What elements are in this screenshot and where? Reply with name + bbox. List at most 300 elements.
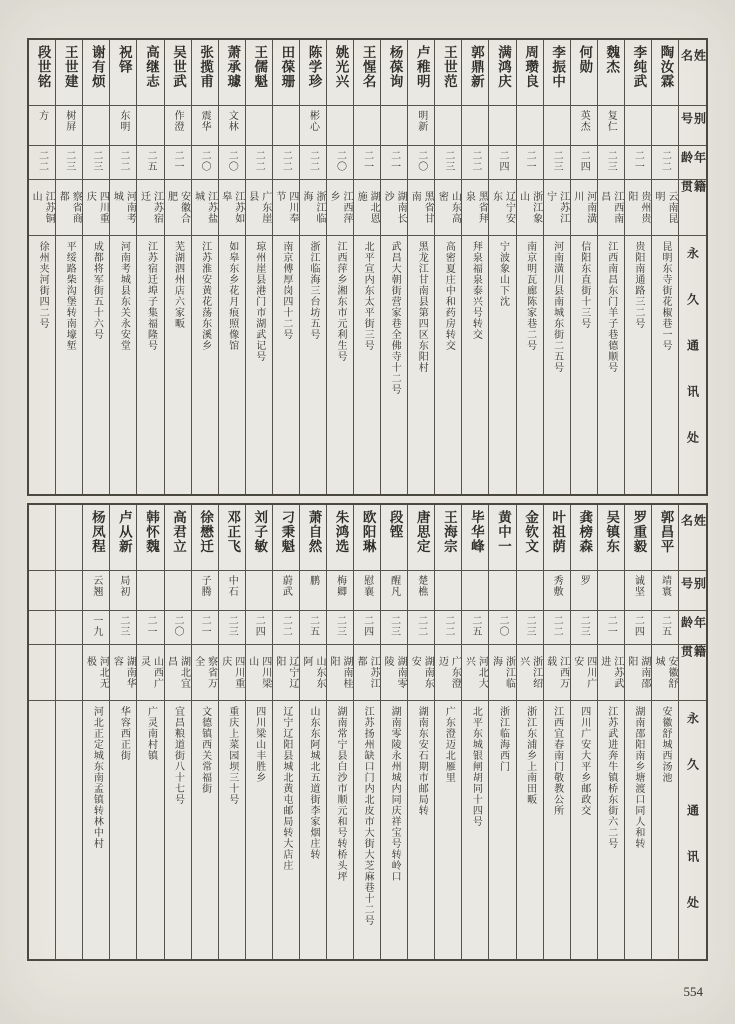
name-cell — [625, 40, 651, 106]
age-cell — [462, 611, 488, 645]
entry-origin: 黑省甘南 — [409, 190, 434, 224]
entry-column — [299, 40, 326, 494]
address-cell — [435, 236, 461, 494]
age-cell — [625, 146, 651, 180]
address-cell — [625, 701, 651, 959]
entry-age: 二五 — [469, 615, 481, 637]
name-cell — [83, 505, 109, 571]
entry-name: 何勋 — [576, 45, 593, 74]
entry-age: 二一 — [632, 150, 644, 172]
entry-column — [29, 505, 55, 959]
alias-cell — [408, 106, 434, 146]
entry-alias: 罗 — [578, 575, 590, 586]
entry-name: 高君立 — [170, 510, 187, 554]
entry-name: 陈学珍 — [305, 45, 322, 89]
alias-cell — [165, 571, 191, 611]
entry-name: 金钦文 — [522, 510, 539, 554]
entry-address: 南京傅厚岗四十二号 — [280, 241, 292, 340]
name-cell — [652, 40, 678, 106]
header-origin-label: 籍贯 — [679, 180, 706, 210]
address-cell — [165, 701, 191, 959]
entry-origin: 湖南邵阳 — [625, 655, 650, 689]
entry-name: 魏杰 — [603, 45, 620, 74]
age-cell — [246, 611, 272, 645]
name-cell — [165, 40, 191, 106]
entry-address: 芜湖泗州店六家畈 — [172, 241, 184, 329]
entry-column — [109, 505, 136, 959]
entry-age: 二〇 — [172, 615, 184, 637]
origin-cell — [327, 180, 353, 236]
age-cell — [354, 611, 380, 645]
entry-alias: 蔚武 — [280, 575, 292, 597]
entry-name: 韩怀魏 — [142, 510, 159, 554]
header-address-cell — [679, 236, 706, 494]
address-cell — [354, 236, 380, 494]
age-cell — [246, 146, 272, 180]
entry-address: 浙江东浦乡上南田畈 — [524, 706, 536, 805]
entry-alias: 东明 — [117, 110, 129, 132]
entry-column — [218, 505, 245, 959]
entry-age: 二〇 — [334, 150, 346, 172]
entry-alias: 醒凡 — [388, 575, 400, 597]
header-origin-label: 籍贯 — [679, 645, 706, 675]
address-cell — [571, 236, 597, 494]
entry-name: 谢有烦 — [88, 45, 105, 89]
name-cell — [571, 40, 597, 106]
origin-cell — [652, 645, 678, 701]
alias-cell — [29, 571, 55, 611]
entry-age: 二一 — [388, 150, 400, 172]
entry-column — [82, 505, 109, 959]
entry-address: 江苏武进奔牛镇桥东街六二号 — [605, 706, 617, 849]
entry-age: 一九 — [90, 615, 102, 637]
age-cell — [29, 611, 55, 645]
alias-cell — [381, 571, 407, 611]
entry-name: 黄中一 — [494, 510, 511, 554]
name-cell — [273, 505, 299, 571]
header-name-label: 姓名 — [679, 49, 706, 83]
address-cell — [354, 701, 380, 959]
origin-cell — [544, 645, 570, 701]
entry-name: 叶祖荫 — [549, 510, 566, 554]
address-cell — [544, 236, 570, 494]
entry-address: 如皋东乡花月痕照像馆 — [226, 241, 238, 351]
name-cell — [652, 505, 678, 571]
entry-age: 二三 — [578, 615, 590, 637]
age-cell — [110, 611, 136, 645]
address-cell — [571, 701, 597, 959]
entry-origin: 察省万全 — [192, 655, 217, 689]
entry-alias: 鹏 — [307, 575, 319, 586]
entry-alias: 中石 — [226, 575, 238, 597]
origin-cell — [137, 180, 163, 236]
entry-address: 湖南零陵永州城内同庆祥宝号转岭口 — [389, 706, 401, 882]
entry-alias: 诚坚 — [632, 575, 644, 597]
entry-address: 湖南常宁县白沙市顺元和号转桥头坪 — [335, 706, 347, 882]
age-cell — [300, 146, 326, 180]
name-cell — [462, 505, 488, 571]
origin-cell — [327, 645, 353, 701]
address-cell — [29, 236, 55, 494]
entry-column — [461, 505, 488, 959]
entry-column — [326, 505, 353, 959]
entry-address: 平绥路柴沟堡转南壕堑 — [64, 241, 76, 351]
age-cell — [408, 611, 434, 645]
entry-column — [488, 505, 515, 959]
entry-address: 徐州夹河街四二号 — [37, 241, 49, 329]
origin-cell — [435, 180, 461, 236]
entry-name: 祝铎 — [115, 45, 132, 74]
origin-cell — [29, 645, 55, 701]
address-cell — [408, 236, 434, 494]
name-cell — [83, 40, 109, 106]
alias-cell — [544, 106, 570, 146]
origin-cell — [598, 645, 624, 701]
entry-age: 二四 — [632, 615, 644, 637]
entry-origin: 贵州贵阳 — [625, 190, 650, 224]
address-cell — [83, 236, 109, 494]
entry-column — [651, 40, 678, 494]
address-cell — [246, 236, 272, 494]
entry-age: 二二 — [307, 150, 319, 172]
entry-address: 武昌大朝街营家巷全佛寺十二号 — [389, 241, 401, 395]
entry-alias: 彬心 — [307, 110, 319, 132]
header-age-cell — [679, 611, 706, 645]
entry-address: 四川梁山丰胜乡 — [253, 706, 265, 783]
alias-cell — [544, 571, 570, 611]
address-cell — [110, 236, 136, 494]
entry-name: 吴镇东 — [603, 510, 620, 554]
origin-cell — [544, 180, 570, 236]
entry-origin: 浙江绍兴 — [517, 655, 542, 689]
origin-cell — [110, 645, 136, 701]
alias-cell — [110, 571, 136, 611]
entry-column — [570, 505, 597, 959]
entry-column — [570, 40, 597, 494]
alias-cell — [300, 571, 326, 611]
entry-name: 王惺名 — [359, 45, 376, 89]
age-cell — [571, 611, 597, 645]
entry-address: 文德镇西关常福街 — [199, 706, 211, 794]
entry-age: 二〇 — [226, 150, 238, 172]
entry-alias: 明新 — [415, 110, 427, 132]
entry-age: 二三 — [117, 615, 129, 637]
alias-cell — [56, 571, 82, 611]
origin-cell — [83, 645, 109, 701]
address-cell — [381, 236, 407, 494]
address-cell — [652, 701, 678, 959]
origin-cell — [219, 645, 245, 701]
entry-name: 刘子敏 — [251, 510, 268, 554]
age-cell — [137, 146, 163, 180]
entry-address: 宁波象山下沈 — [497, 241, 509, 307]
alias-cell — [354, 106, 380, 146]
entry-column — [191, 40, 218, 494]
entry-origin: 山东高密 — [436, 190, 461, 224]
header-age-cell — [679, 146, 706, 180]
entry-origin: 黑省拜泉 — [463, 190, 488, 224]
alias-cell — [56, 106, 82, 146]
alias-cell — [327, 106, 353, 146]
alias-cell — [192, 571, 218, 611]
address-cell — [327, 701, 353, 959]
age-cell — [56, 611, 82, 645]
entry-age: 二〇 — [199, 150, 211, 172]
alias-cell — [192, 106, 218, 146]
address-cell — [598, 236, 624, 494]
age-cell — [517, 146, 543, 180]
header-origin-cell — [679, 645, 706, 701]
alias-cell — [165, 106, 191, 146]
age-cell — [165, 611, 191, 645]
entry-age: 二二 — [117, 150, 129, 172]
entry-column — [434, 40, 461, 494]
name-cell — [598, 505, 624, 571]
entry-column — [651, 505, 678, 959]
entry-address: 贵阳南通路三二号 — [632, 241, 644, 329]
header-alias-cell — [679, 106, 706, 146]
entry-age: 二二 — [551, 615, 563, 637]
entry-origin: 安徽舒城 — [652, 655, 677, 689]
entry-column — [191, 505, 218, 959]
origin-cell — [571, 645, 597, 701]
entry-alias: 子腾 — [199, 575, 211, 597]
name-cell — [354, 505, 380, 571]
name-cell — [462, 40, 488, 106]
origin-cell — [246, 180, 272, 236]
address-cell — [273, 701, 299, 959]
entry-age: 二一 — [172, 150, 184, 172]
header-column — [678, 505, 706, 959]
age-cell — [327, 146, 353, 180]
name-cell — [56, 40, 82, 106]
age-cell — [192, 611, 218, 645]
origin-cell — [381, 180, 407, 236]
entry-origin: 江西南昌 — [598, 190, 623, 224]
entry-origin: 江苏铜山 — [30, 190, 55, 224]
entry-address: 成都将军街五十六号 — [91, 241, 103, 340]
entry-name: 田葆珊 — [278, 45, 295, 89]
entry-origin: 河南潢川 — [571, 190, 596, 224]
age-cell — [544, 611, 570, 645]
name-cell — [408, 40, 434, 106]
alias-cell — [489, 571, 515, 611]
alias-cell — [354, 571, 380, 611]
origin-cell — [517, 645, 543, 701]
entry-column — [82, 40, 109, 494]
entry-age: 二三 — [63, 150, 75, 172]
name-cell — [517, 40, 543, 106]
entry-age: 二〇 — [496, 615, 508, 637]
origin-cell — [300, 180, 326, 236]
entry-name: 邓正飞 — [224, 510, 241, 554]
address-cell — [192, 701, 218, 959]
entry-column — [245, 505, 272, 959]
entry-name: 罗重毅 — [630, 510, 647, 554]
entry-address: 宜昌粮道街八十七号 — [172, 706, 184, 805]
header-name-cell — [679, 40, 706, 106]
entry-column — [272, 505, 299, 959]
name-cell — [354, 40, 380, 106]
entry-name: 刁秉魁 — [278, 510, 295, 554]
entry-age: 二三 — [524, 615, 536, 637]
name-cell — [137, 505, 163, 571]
name-cell — [137, 40, 163, 106]
origin-cell — [489, 645, 515, 701]
entry-column — [29, 40, 55, 494]
entry-address: 四川广安大平乡邮政交 — [578, 706, 590, 816]
entry-address: 广东澄迈北雁里 — [443, 706, 455, 783]
entry-origin: 四川梁山 — [246, 655, 271, 689]
address-cell — [137, 236, 163, 494]
age-cell — [489, 611, 515, 645]
entry-column — [380, 505, 407, 959]
entry-name: 徐懋迁 — [197, 510, 214, 554]
age-cell — [652, 611, 678, 645]
entry-address: 江西南昌东门羊子巷德顺号 — [605, 241, 617, 373]
entry-name: 李纯武 — [630, 45, 647, 89]
entry-address: 浙江临海三台坊五号 — [307, 241, 319, 340]
origin-cell — [625, 645, 651, 701]
entry-alias: 文林 — [226, 110, 238, 132]
name-cell — [300, 40, 326, 106]
registry-table-top — [27, 38, 708, 496]
entry-name: 萧承璩 — [224, 45, 241, 89]
entry-name: 李振中 — [549, 45, 566, 89]
entry-address: 江苏宿迁埠子集福隆号 — [145, 241, 157, 351]
address-cell — [83, 701, 109, 959]
header-alias-label: 别号 — [679, 112, 706, 133]
origin-cell — [137, 645, 163, 701]
registry-table-bottom — [27, 503, 708, 961]
entry-name: 王世范 — [440, 45, 457, 89]
entry-alias: 云翘 — [90, 575, 102, 597]
name-cell — [300, 505, 326, 571]
entry-address: 华容西正街 — [118, 706, 130, 761]
entry-age: 二五 — [144, 150, 156, 172]
entry-name: 张揽甫 — [197, 45, 214, 89]
entry-name: 龚榜森 — [576, 510, 593, 554]
alias-cell — [219, 571, 245, 611]
age-cell — [598, 611, 624, 645]
entry-column — [164, 505, 191, 959]
entry-name: 段世铭 — [34, 45, 51, 89]
entry-alias: 英杰 — [578, 110, 590, 132]
name-cell — [571, 505, 597, 571]
entry-origin: 江西万载 — [544, 655, 569, 689]
origin-cell — [462, 645, 488, 701]
origin-cell — [625, 180, 651, 236]
alias-cell — [462, 106, 488, 146]
entry-origin: 河南考城 — [111, 190, 136, 224]
age-cell — [300, 611, 326, 645]
entry-address: 江苏淮安黄花荡东溪乡 — [199, 241, 211, 351]
entry-origin: 湖北恩施 — [355, 190, 380, 224]
entry-column — [245, 40, 272, 494]
entry-age: 二三 — [90, 150, 102, 172]
entry-address: 黑龙江甘南县第四区东阳村 — [416, 241, 428, 373]
address-cell — [246, 701, 272, 959]
address-cell — [489, 236, 515, 494]
alias-cell — [381, 106, 407, 146]
alias-cell — [246, 571, 272, 611]
entry-name: 杨葆询 — [386, 45, 403, 89]
name-cell — [110, 40, 136, 106]
entry-name: 段铿 — [386, 510, 403, 539]
entry-address: 江苏扬州缺口门内北皮市大街大芝麻巷十二号 — [362, 706, 374, 926]
entry-origin: 河北大兴 — [463, 655, 488, 689]
alias-cell — [571, 106, 597, 146]
entry-address: 河北正定城东南孟镇转林中村 — [91, 706, 103, 849]
entry-age: 二二 — [280, 150, 292, 172]
entry-column — [136, 505, 163, 959]
name-cell — [408, 505, 434, 571]
entry-age: 二三 — [605, 150, 617, 172]
entry-age: 二二 — [469, 150, 481, 172]
origin-cell — [56, 180, 82, 236]
origin-cell — [246, 645, 272, 701]
alias-cell — [517, 106, 543, 146]
entry-address: 拜泉福泉泰兴号转交 — [470, 241, 482, 340]
entry-address: 河南潢川县南城东街二五号 — [551, 241, 563, 373]
alias-cell — [83, 571, 109, 611]
entry-origin: 四川重庆 — [84, 190, 109, 224]
address-cell — [219, 701, 245, 959]
alias-cell — [137, 571, 163, 611]
address-cell — [219, 236, 245, 494]
address-cell — [56, 236, 82, 494]
origin-cell — [408, 180, 434, 236]
entry-column — [380, 40, 407, 494]
entry-age: 二三 — [226, 615, 238, 637]
entry-alias: 震华 — [199, 110, 211, 132]
entry-address: 重庆上菜园坝三十号 — [226, 706, 238, 805]
origin-cell — [29, 180, 55, 236]
age-cell — [56, 146, 82, 180]
header-alias-label: 别号 — [679, 577, 706, 598]
alias-cell — [462, 571, 488, 611]
entry-column — [597, 40, 624, 494]
alias-cell — [489, 106, 515, 146]
address-cell — [408, 701, 434, 959]
entry-alias: 作澄 — [172, 110, 184, 132]
age-cell — [137, 611, 163, 645]
name-cell — [165, 505, 191, 571]
age-cell — [381, 146, 407, 180]
name-cell — [381, 505, 407, 571]
entry-name: 萧自然 — [305, 510, 322, 554]
address-cell — [381, 701, 407, 959]
entry-column — [543, 505, 570, 959]
header-origin-cell — [679, 180, 706, 236]
origin-cell — [652, 180, 678, 236]
header-alias-cell — [679, 571, 706, 611]
entry-origin: 浙江临海 — [490, 655, 515, 689]
name-cell — [435, 40, 461, 106]
origin-cell — [192, 645, 218, 701]
origin-cell — [354, 180, 380, 236]
entry-name: 杨凤程 — [88, 510, 105, 554]
origin-cell — [462, 180, 488, 236]
entry-address: 琼州崖县港门市湖武记号 — [253, 241, 265, 362]
entry-column — [299, 505, 326, 959]
address-cell — [165, 236, 191, 494]
entry-name: 欧阳琳 — [359, 510, 376, 554]
entry-age: 二〇 — [415, 150, 427, 172]
entry-column — [434, 505, 461, 959]
origin-cell — [56, 645, 82, 701]
entry-age: 二二 — [659, 150, 671, 172]
